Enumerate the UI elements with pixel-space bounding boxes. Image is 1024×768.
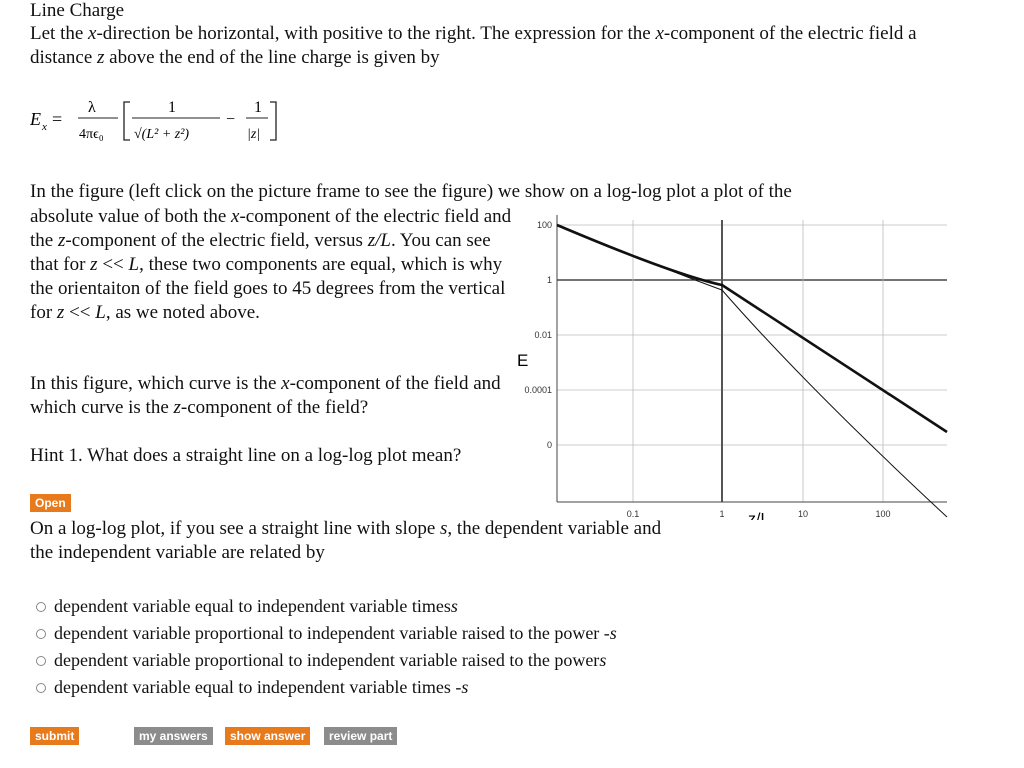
term1-den: √(L² + z²) [134,127,190,142]
my-answers-button[interactable]: my answers [134,727,213,745]
figure-description: absolute value of both the x-component of the electric field and the z-component of the electric field, versus z/L. You can see that for z << L, these two components are equal, which is why the orientaiton of the field goes to 45 degrees from the vertical for z << L, as we noted above. [30,206,512,323]
y-tick-label: 1 [546,275,552,285]
figure-frame[interactable] [505,205,950,525]
prefactor-den: 4πϵ₀ [79,127,104,142]
series-thick [557,225,947,432]
y-tick-label: 0 [546,440,552,450]
hint-body: On a log-log plot, if you see a straight line with slope s, the dependent variable and the independent variable are related by [30,518,662,563]
formula-graphic [30,92,290,152]
x-tick-label: 100 [875,509,891,519]
intro-paragraph: Let the x-direction be horizontal, with positive to the right. The expression for the x-component of the electric field a distance z above the end of the line charge is given by [30,23,917,68]
y-axis-label: E [517,351,529,370]
choice-3[interactable]: dependent variable proportional to independent variable raised to the power s [36,647,617,674]
choice-4[interactable]: dependent variable equal to independent variable times - s [36,674,617,701]
y-tick-label: 100 [536,220,552,230]
hint-title: Hint 1. What does a straight line on a log-log plot mean? [30,445,462,466]
x-tick-label: 0.1 [626,509,640,519]
ex-formula [30,92,290,157]
choice-2[interactable]: dependent variable proportional to independent variable raised to the power - s [36,620,617,647]
radio-icon[interactable] [36,629,46,639]
chart-grid [557,220,947,502]
hint-open-button[interactable]: Open [30,494,71,512]
answer-choices [36,593,617,701]
prefactor-num: λ [88,99,96,116]
y-tick-label: 0.0001 [524,385,552,395]
y-tick-labels [524,220,552,450]
formula-lhs-sub: x [42,121,47,133]
term1-num: 1 [168,99,176,116]
submit-button[interactable]: submit [30,727,79,745]
x-axis-label: z/L [748,511,770,520]
radio-icon[interactable] [36,683,46,693]
figure-intro-line: In the figure (left click on the picture frame to see the figure) we show on a log-log plot a plot of the [30,181,792,202]
x-tick-label: 10 [797,509,809,519]
formula-minus: − [226,111,236,128]
formula-equals: = [52,109,63,129]
review-part-button[interactable]: review part [324,727,397,745]
show-answer-button[interactable]: show answer [225,727,310,745]
series-thin [557,225,947,517]
term2-num: 1 [254,99,262,116]
page-title: Line Charge [30,0,125,21]
radio-icon[interactable] [36,602,46,612]
term2-den: |z| [247,127,261,142]
formula-lhs: E [30,109,41,129]
choice-1[interactable]: dependent variable equal to independent variable times s [36,593,617,620]
x-tick-label: 1 [719,509,725,519]
chart-series [557,225,947,517]
radio-icon[interactable] [36,656,46,666]
y-tick-label: 0.01 [534,330,552,340]
log-log-chart[interactable] [505,205,950,520]
question-text: In this figure, which curve is the x-component of the field and which curve is the z-component of the field? [30,373,501,418]
